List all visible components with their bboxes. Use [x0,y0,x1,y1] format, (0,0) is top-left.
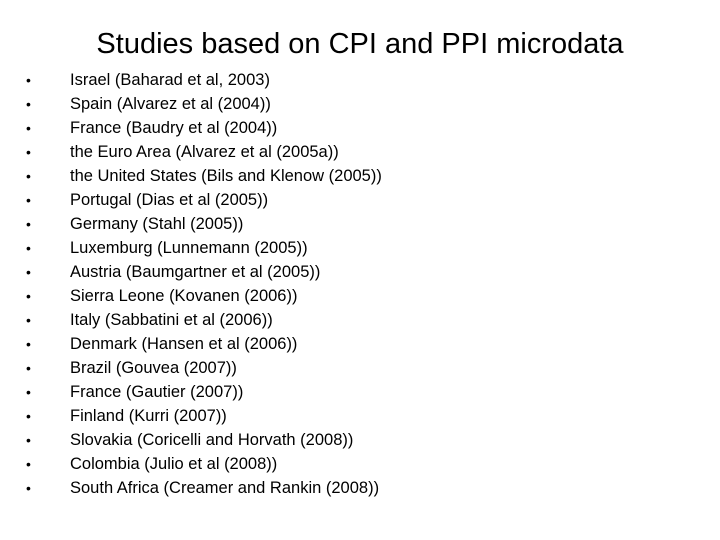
list-item-text: the United States (Bils and Klenow (2005)) [70,167,382,185]
list-item-text: Portugal (Dias et al (2005)) [70,191,269,209]
bullet-icon: • [26,264,31,280]
bullet-icon: • [26,240,31,256]
bullet-icon: • [26,120,31,136]
list-item-text: Denmark (Hansen et al (2006)) [70,335,298,353]
list-item-text: Germany (Stahl (2005)) [70,215,244,233]
bullet-icon: • [26,432,31,448]
list-item-text: Austria (Baumgartner et al (2005)) [70,263,321,281]
list-item-text: Finland (Kurri (2007)) [70,407,227,425]
list-item-text: France (Gautier (2007)) [70,383,244,401]
bullet-icon: • [26,408,31,424]
bullet-icon: • [26,312,31,328]
list-item-text: Brazil (Gouvea (2007)) [70,359,237,377]
bullet-icon: • [26,72,31,88]
bullet-icon: • [26,168,31,184]
bullet-icon: • [26,480,31,496]
bullet-icon: • [26,384,31,400]
list-item-text: Luxemburg (Lunnemann (2005)) [70,239,308,257]
bullet-icon: • [26,192,31,208]
bullet-icon: • [26,336,31,352]
bullet-icon: • [26,144,31,160]
slide-title: Studies based on CPI and PPI microdata [96,28,624,60]
list-item-text: France (Baudry et al (2004)) [70,119,278,137]
list-item-text: Italy (Sabbatini et al (2006)) [70,311,273,329]
bullet-icon: • [26,216,31,232]
list-item-text: Spain (Alvarez et al (2004)) [70,95,271,113]
bullet-icon: • [26,456,31,472]
bullet-icon: • [26,288,31,304]
list-item-text: Sierra Leone (Kovanen (2006)) [70,287,298,305]
bullet-icon: • [26,360,31,376]
list-item-text: Slovakia (Coricelli and Horvath (2008)) [70,431,354,449]
list-item-text: Colombia (Julio et al (2008)) [70,455,278,473]
list-item-text: South Africa (Creamer and Rankin (2008)) [70,479,380,497]
bullet-icon: • [26,96,31,112]
list-item-text: Israel (Baharad et al, 2003) [70,71,270,89]
list-item-text: the Euro Area (Alvarez et al (2005a)) [70,143,339,161]
